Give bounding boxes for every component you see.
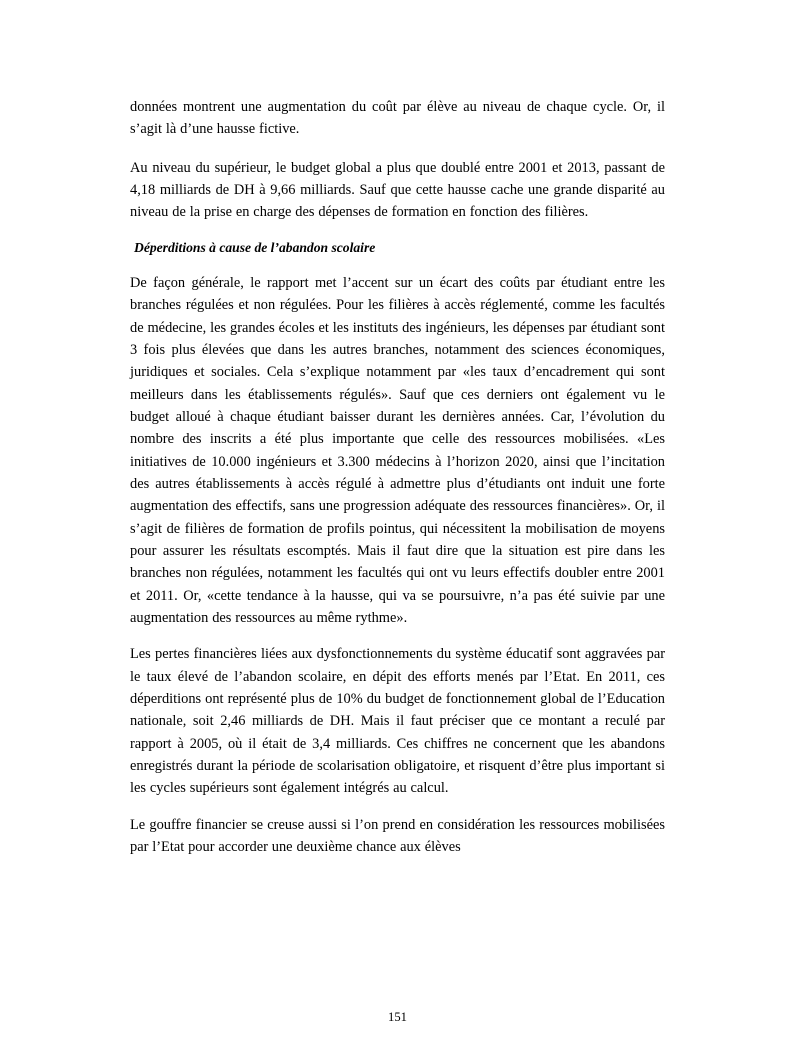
section-heading-deperditions: Déperditions à cause de l’abandon scolaire	[134, 239, 376, 255]
paragraph-gouffre-financier: Le gouffre financier se creuse aussi si l’on prend en considération les ressources mobilisées par l’Etat pour accorder une deuxième chance aux élèves	[130, 816, 665, 855]
paragraph-continuation: données montrent une augmentation du coût par élève au niveau de chaque cycle. Or, il s’agit là d’une hausse fictive.	[130, 99, 665, 138]
page-number: 151	[388, 1010, 407, 1024]
paragraph-budget-superieur: Au niveau du supérieur, le budget global a plus que doublé entre 2001 et 2013, passant de 4,18 milliards de DH à 9,66 milliards. Sauf que cette hausse cache une grande disparité au niveau de la prise en charge des dépenses de formation en fonction des filières.	[130, 159, 665, 221]
paragraph-ecart-couts: De façon générale, le rapport met l’accent sur un écart des coûts par étudiant entre les branches régulées et non régulées. Pour les filières à accès réglementé, comme les facultés de médecine, les grandes écoles et les instituts des ingénieurs, les dépenses par étudiant sont 3 fois plus élevées que dans les autres branches, notamment des sciences économiques, juridiques et sociales. Cela s’explique notamment par «les taux d’encadrement qui sont meilleurs dans les établissements régulés». Sauf que ces derniers ont également vu le budget alloué à chaque étudiant baisser durant les dernières années. Car, l’évolution du nombre des inscrits a été plus importante que celle des ressources mobilisées. «Les initiatives de 10.000 ingénieurs et 3.300 médecins à l’horizon 2020, ainsi que l’incitation des autres établissements à accès régulé à admettre plus d’étudiants ont induit une forte augmentation des effectifs, sans une progression adéquate des ressources financières». Or, il s’agit de filières de formation de profils pointus, qui nécessitent la mobilisation de moyens pour assurer les résultats escomptés. Mais il faut dire que la situation est pire dans les branches non régulées, notamment les facultés qui ont vu leurs effectifs doubler entre 2001 et 2011. Or, «cette tendance à la hausse, qui va se poursuivre, n’a pas été suivie par une augmentation des ressources au même rythme».	[130, 275, 665, 626]
paragraph-pertes-financieres: Les pertes financières liées aux dysfonctionnements du système éducatif sont aggravées par le taux élevé de l’abandon scolaire, en dépit des efforts menés par l’Etat. En 2011, ces déperditions ont représenté plus de 10% du budget de fonctionnement global de l’Education nationale, soit 2,46 milliards de DH. Mais il faut préciser que ce montant a reculé par rapport à 2005, où il était de 3,4 milliards. Ces chiffres ne concernent que les abandons enregistrés durant la période de scolarisation obligatoire, et risquent d’être plus important si les cycles supérieurs sont également intégrés au calcul.	[130, 646, 665, 797]
page-content	[130, 96, 665, 858]
